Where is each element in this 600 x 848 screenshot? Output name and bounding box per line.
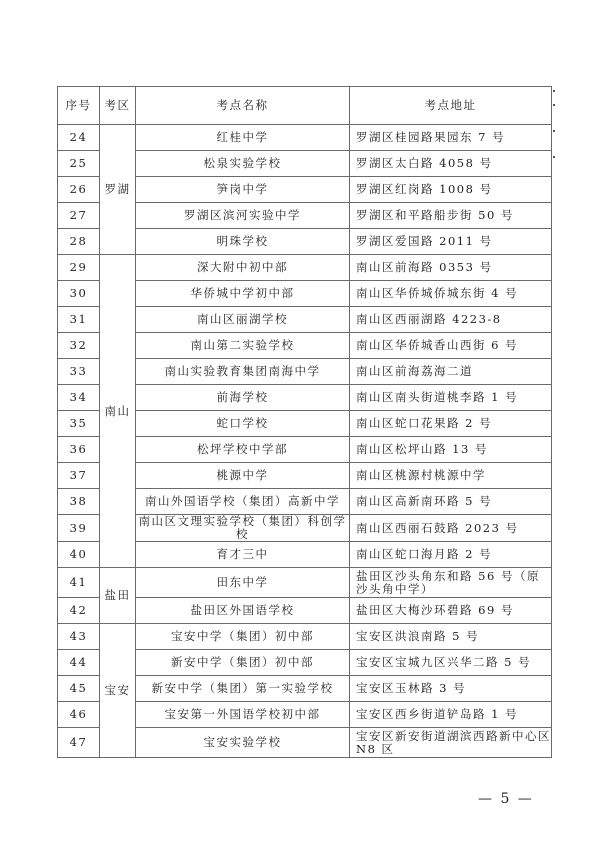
site-address: 南山区蛇口海月路 2 号 [350, 542, 552, 568]
exam-area: 南山 [100, 255, 136, 568]
margin-mark [553, 104, 555, 106]
margin-mark [553, 130, 555, 132]
header-site-name: 考点名称 [136, 87, 350, 125]
site-name: 新安中学（集团）第一实验学校 [136, 676, 350, 702]
site-name: 南山第二实验学校 [136, 333, 350, 359]
site-address: 宝安区宝城九区兴华二路 5 号 [350, 650, 552, 676]
row-number: 42 [58, 598, 100, 624]
site-address: 南山区华侨城侨城东街 4 号 [350, 281, 552, 307]
row-number: 36 [58, 437, 100, 463]
site-name: 南山区文理实验学校（集团）科创学校 [136, 515, 350, 542]
row-number: 35 [58, 411, 100, 437]
site-address: 罗湖区太白路 4058 号 [350, 151, 552, 177]
exam-area: 宝安 [100, 624, 136, 758]
site-address: 罗湖区爱国路 2011 号 [350, 229, 552, 255]
header-no: 序号 [58, 87, 100, 125]
row-number: 39 [58, 515, 100, 542]
site-address: 宝安区新安街道湖滨西路新中心区 N8 区 [350, 728, 552, 758]
page-number: — 5 — [478, 791, 534, 807]
site-address: 南山区蛇口花果路 2 号 [350, 411, 552, 437]
site-address: 南山区桃源村桃源中学 [350, 463, 552, 489]
site-name: 明珠学校 [136, 229, 350, 255]
site-address: 宝安区洪浪南路 5 号 [350, 624, 552, 650]
row-number: 27 [58, 203, 100, 229]
row-number: 43 [58, 624, 100, 650]
margin-marks [553, 86, 557, 761]
table-row [58, 624, 552, 650]
row-number: 41 [58, 568, 100, 598]
site-address: 南山区前海路 0353 号 [350, 255, 552, 281]
site-name: 宝安中学（集团）初中部 [136, 624, 350, 650]
site-address: 南山区南头街道桃李路 1 号 [350, 385, 552, 411]
site-name: 松坪学校中学部 [136, 437, 350, 463]
margin-mark [553, 156, 555, 158]
exam-site-table [57, 86, 552, 758]
row-number: 46 [58, 702, 100, 728]
row-number: 44 [58, 650, 100, 676]
row-number: 40 [58, 542, 100, 568]
site-address: 罗湖区和平路船步街 50 号 [350, 203, 552, 229]
site-address: 南山区高新南环路 5 号 [350, 489, 552, 515]
site-name: 盐田区外国语学校 [136, 598, 350, 624]
site-name: 南山实验教育集团南海中学 [136, 359, 350, 385]
site-name: 罗湖区滨河实验中学 [136, 203, 350, 229]
exam-area: 罗湖 [100, 125, 136, 255]
site-name: 松泉实验学校 [136, 151, 350, 177]
margin-mark [553, 90, 555, 92]
site-address: 南山区松坪山路 13 号 [350, 437, 552, 463]
site-name: 前海学校 [136, 385, 350, 411]
site-address: 罗湖区红岗路 1008 号 [350, 177, 552, 203]
site-name: 蛇口学校 [136, 411, 350, 437]
site-name: 深大附中初中部 [136, 255, 350, 281]
site-name: 南山外国语学校（集团）高新中学 [136, 489, 350, 515]
row-number: 28 [58, 229, 100, 255]
site-name: 育才三中 [136, 542, 350, 568]
row-number: 32 [58, 333, 100, 359]
row-number: 31 [58, 307, 100, 333]
row-number: 38 [58, 489, 100, 515]
row-number: 37 [58, 463, 100, 489]
site-name: 宝安实验学校 [136, 728, 350, 758]
site-address: 南山区华侨城香山西街 6 号 [350, 333, 552, 359]
table-row [58, 255, 552, 281]
site-name: 红桂中学 [136, 125, 350, 151]
row-number: 24 [58, 125, 100, 151]
site-name: 田东中学 [136, 568, 350, 598]
site-name: 笋岗中学 [136, 177, 350, 203]
header-area: 考区 [100, 87, 136, 125]
site-address: 盐田区沙头角东和路 56 号（原沙头角中学） [350, 568, 552, 598]
site-name: 桃源中学 [136, 463, 350, 489]
table-row [58, 125, 552, 151]
site-address: 南山区西丽湖路 4223-8 [350, 307, 552, 333]
site-name: 华侨城中学初中部 [136, 281, 350, 307]
row-number: 29 [58, 255, 100, 281]
site-name: 新安中学（集团）初中部 [136, 650, 350, 676]
site-address: 南山区前海荔海二道 [350, 359, 552, 385]
exam-area: 盐田 [100, 568, 136, 624]
site-name: 宝安第一外国语学校初中部 [136, 702, 350, 728]
site-address: 罗湖区桂园路果园东 7 号 [350, 125, 552, 151]
site-address: 盐田区大梅沙环碧路 69 号 [350, 598, 552, 624]
site-address: 宝安区玉林路 3 号 [350, 676, 552, 702]
table-row [58, 568, 552, 598]
site-address: 南山区西丽石鼓路 2023 号 [350, 515, 552, 542]
site-address: 宝安区西乡街道铲岛路 1 号 [350, 702, 552, 728]
row-number: 30 [58, 281, 100, 307]
row-number: 25 [58, 151, 100, 177]
row-number: 33 [58, 359, 100, 385]
row-number: 45 [58, 676, 100, 702]
header-site-address: 考点地址 [350, 87, 552, 125]
table-body [58, 125, 552, 758]
table-header-row [58, 87, 552, 125]
row-number: 47 [58, 728, 100, 758]
site-name: 南山区丽湖学校 [136, 307, 350, 333]
row-number: 34 [58, 385, 100, 411]
row-number: 26 [58, 177, 100, 203]
